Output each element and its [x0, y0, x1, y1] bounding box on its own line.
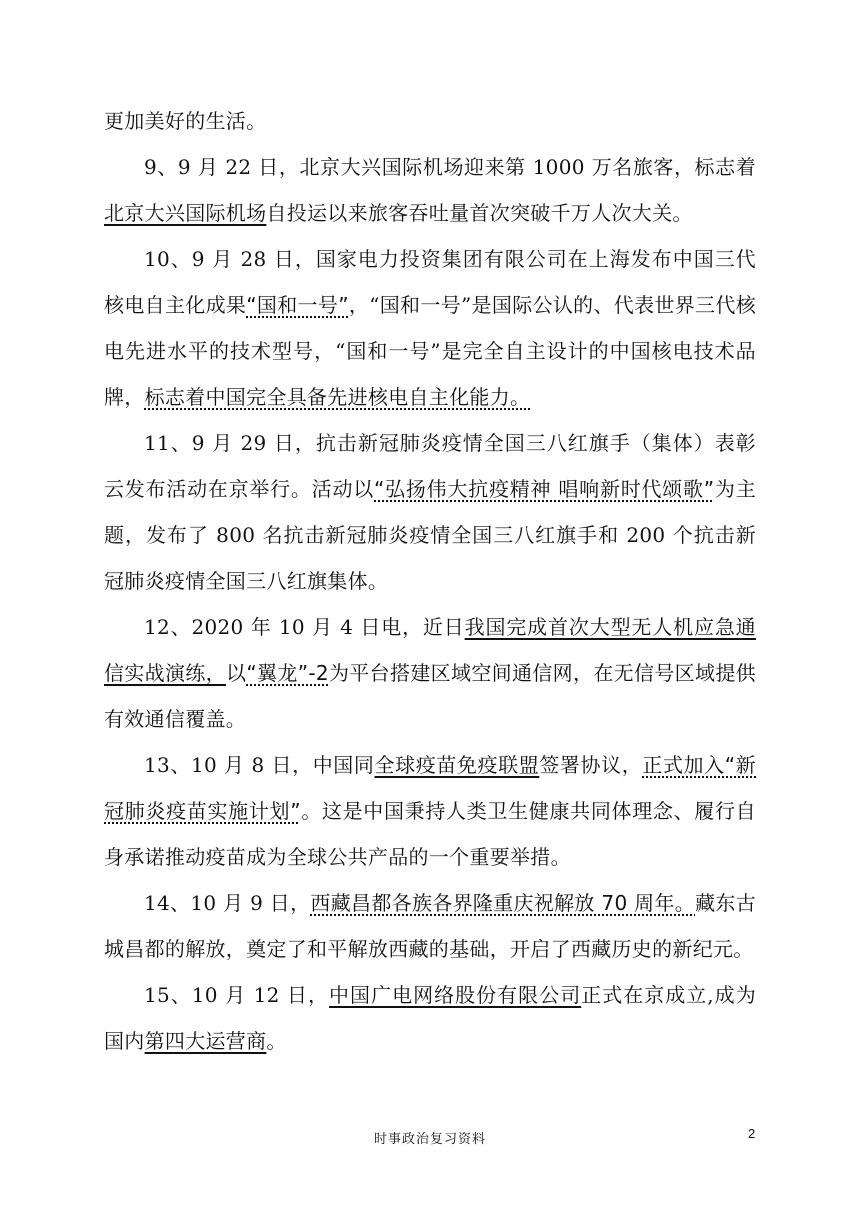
paragraph-text: 更加美好的生活。	[104, 109, 267, 133]
paragraph-text: 9、9 月 22 日，北京大兴国际机场迎来第 1000 万名旅客，标志着	[144, 155, 756, 179]
paragraph-text: ，“国和一号”是国际公认的、代表世界三代核电先进水平的技术型号，“国和一号”是完全自主设计的中国核电技术品牌，	[104, 293, 756, 409]
highlighted-term: 全球疫苗免疫联盟	[374, 753, 540, 777]
continued-paragraph	[104, 98, 756, 144]
news-item-10	[104, 236, 756, 420]
paragraph-text: 10、9 月 28 日，国家电力投资集团有限公司在上海发布中国三代核电自主化成果	[104, 247, 756, 317]
paragraph-text: 12、2020 年 10 月 4 日电，近日	[144, 615, 465, 639]
key-phrase: 西藏昌都各族各界隆重庆祝解放 70 周年。	[310, 891, 696, 915]
highlighted-term: 中国广电网络股份有限公司	[329, 983, 582, 1007]
news-item-14	[104, 880, 756, 972]
news-item-13	[104, 742, 756, 880]
key-phrase: “国和一号”	[246, 293, 349, 317]
paragraph-text: 为平台搭建区域空间通信网，在无信号区域提供有效通信覆盖。	[104, 661, 756, 731]
key-phrase: “翼龙”-2	[246, 661, 329, 685]
news-item-9	[104, 144, 756, 236]
paragraph-text: 藏东古城昌都的解放，奠定了和平解放西藏的基础，开启了西藏历史的新纪元。	[104, 891, 757, 961]
paragraph-text: 11、9 月 29 日，抗击新冠肺炎疫情全国三八红旗手（集体）表彰云发布活动在京举行。活动以	[104, 431, 756, 501]
paragraph-text: 14、10 月 9 日，	[144, 891, 311, 915]
key-phrase: 正式加入“新冠肺炎疫苗实施计划”	[104, 753, 757, 823]
document-body	[104, 98, 756, 1064]
news-item-15	[104, 972, 756, 1064]
paragraph-text: 正式在京成立,成为国内	[104, 983, 756, 1053]
paragraph-text: 签署协议，	[539, 753, 643, 777]
highlighted-term: 北京大兴国际机场	[104, 201, 267, 225]
paragraph-text: 13、10 月 8 日，中国同	[144, 753, 375, 777]
news-item-11	[104, 420, 756, 604]
paragraph-text: 自投运以来旅客吞吐量首次突破千万人次大关。	[266, 201, 693, 225]
paragraph-text: 。这是中国秉持人类卫生健康共同体理念、履行自身承诺推动疫苗成为全球公共产品的一个重要举措。	[104, 799, 756, 869]
page-number: 2	[748, 1126, 756, 1141]
paragraph-text: 。	[266, 1029, 287, 1053]
paragraph-text: 以	[226, 661, 247, 685]
highlighted-term: 我国完成首次大型无人机应急通信实战演练，	[104, 615, 756, 685]
footer-title: 时事政治复习资料	[373, 1132, 486, 1147]
key-phrase: 标志着中国完全具备先进核电自主化能力。	[144, 385, 531, 409]
highlighted-term: 第四大运营商	[144, 1029, 267, 1053]
key-phrase: “弘扬伟大抗疫精神 唱响新时代颂歌”	[374, 477, 715, 501]
news-item-12	[104, 604, 756, 742]
paragraph-text: 15、10 月 12 日，	[144, 983, 330, 1007]
paragraph-text: 为主题，发布了 800 名抗击新冠肺炎疫情全国三八红旗手和 200 个抗击新冠肺炎疫情全国三八红旗集体。	[104, 477, 756, 593]
